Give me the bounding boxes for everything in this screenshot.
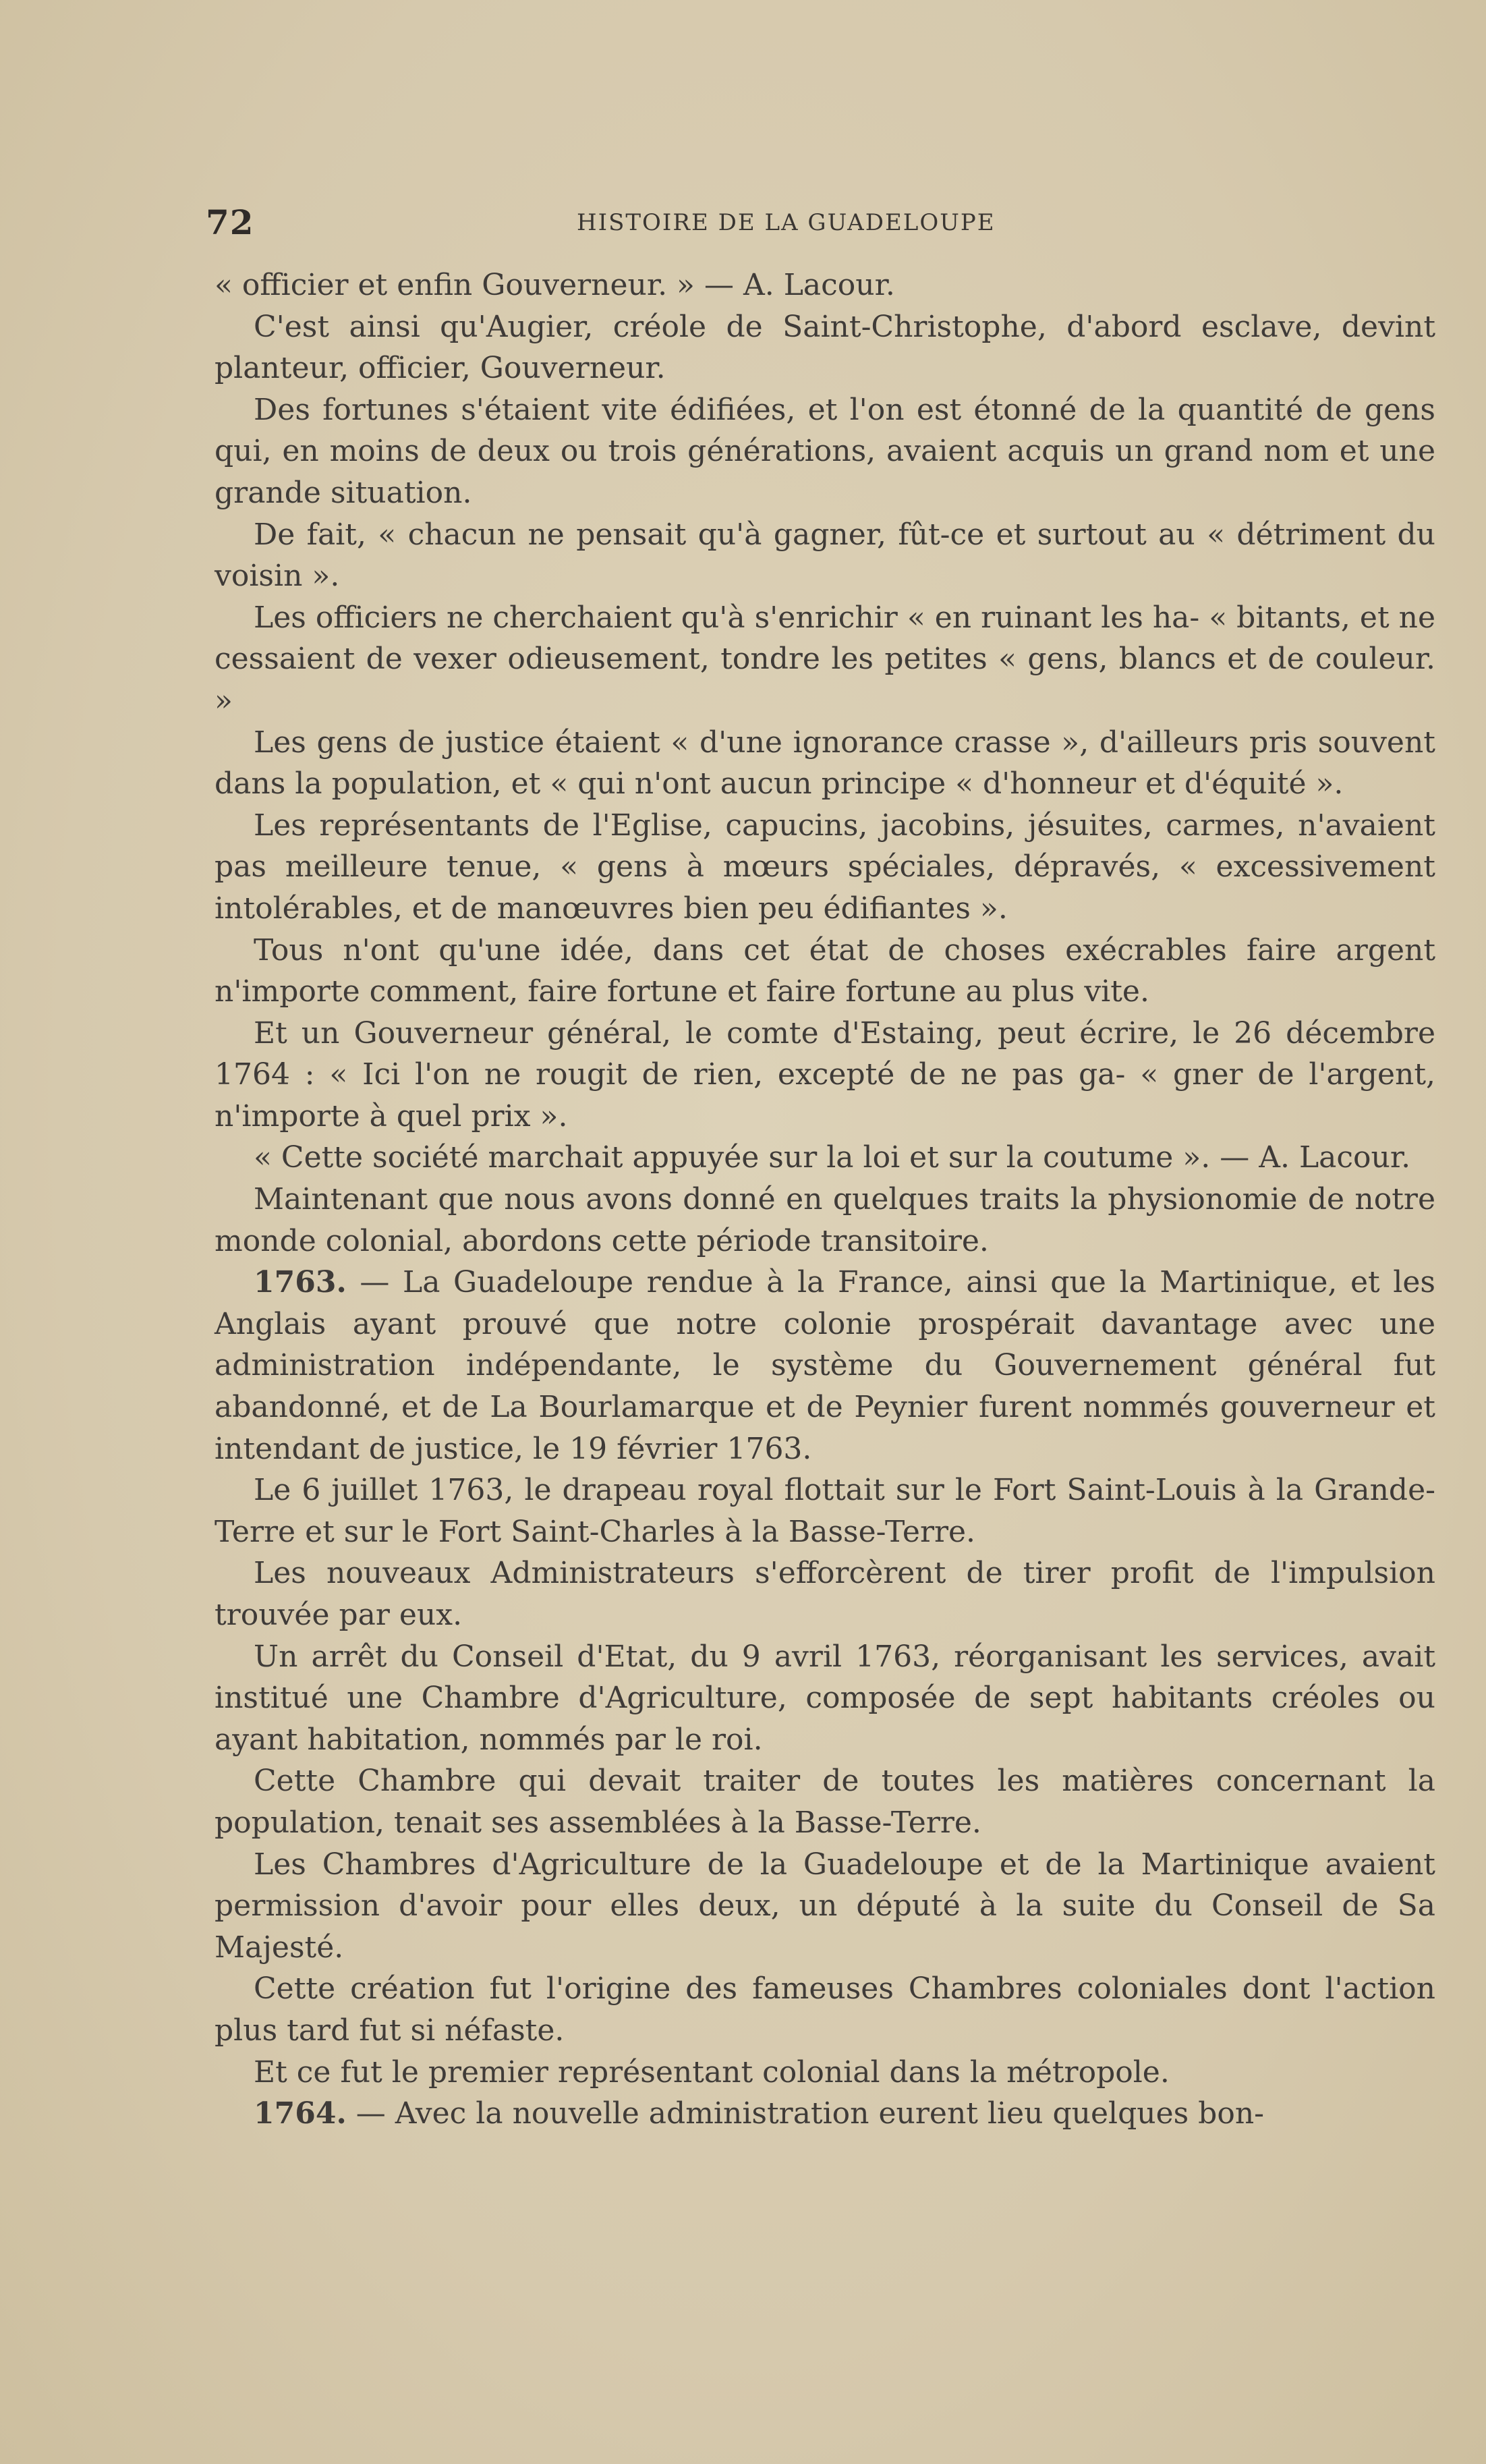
year-label: 1764.	[254, 2096, 347, 2131]
paragraph: « Cette société marchait appuyée sur la loi et sur la coutume ». — A. Lacour.	[254, 1140, 1411, 1175]
paragraph: Des fortunes s'étaient vite édifiées, et l'on est étonné de la quantité de gens qui, en moins de deux ou trois générations, avaient acquis un grand nom et une grande situation.	[215, 392, 1435, 510]
paragraph: Tous n'ont qu'une idée, dans cet état de choses exécrables faire argent n'importe comment, faire fortune et faire fortune au plus vite.	[215, 932, 1435, 1009]
paragraph-1763: 1763. — La Guadeloupe rendue à la France, ainsi que la Martinique, et les Anglais ayant prouvé que notre colonie prospérait davantage avec une administration indépendante, le système du Gouvernement général fut abandonné, et de La Bourlamarque et de Peynier furent nommés gouverneur et intendant de justice, le 19 février 1763.	[215, 1265, 1435, 1466]
paragraph: Maintenant que nous avons donné en quelques traits la physionomie de notre monde colonial, abordons cette période transitoire.	[215, 1182, 1435, 1258]
paragraph: Les officiers ne cherchaient qu'à s'enrichir « en ruinant les ha- « bitants, et ne cessaient de vexer odieusement, tondre les petites « gens, blancs et de couleur. »	[215, 600, 1435, 718]
paragraph: Les représentants de l'Eglise, capucins, jacobins, jésuites, carmes, n'avaient pas meilleure tenue, « gens à mœurs spéciales, dépravés, « excessivement intolérables, et de manœuvres bien peu édifiantes ».	[215, 808, 1435, 926]
paragraph: Et un Gouverneur général, le comte d'Estaing, peut écrire, le 26 décembre 1764 : « Ici l'on ne rougit de rien, excepté de ne pas ga- « gner de l'argent, n'importe à quel prix ».	[215, 1015, 1435, 1133]
year-label: 1763.	[254, 1265, 347, 1300]
paragraph: Les gens de justice étaient « d'une ignorance crasse », d'ailleurs pris souvent dans la population, et « qui n'ont aucun principe « d'honneur et d'équité ».	[215, 725, 1435, 802]
paragraph: De fait, « chacun ne pensait qu'à gagner, fût-ce et surtout au « détriment du voisin ».	[215, 517, 1435, 594]
paragraph: « officier et enfin Gouverneur. » — A. Lacour.	[215, 268, 895, 302]
running-title: HISTOIRE DE LA GUADELOUPE	[577, 209, 996, 236]
page-number: 72	[206, 202, 254, 242]
body-text	[215, 264, 1435, 2135]
paragraph: Cette création fut l'origine des fameuses Chambres coloniales dont l'action plus tard fut si néfaste.	[215, 1971, 1435, 2048]
paragraph: C'est ainsi qu'Augier, créole de Saint-Christophe, d'abord esclave, devint planteur, officier, Gouverneur.	[215, 309, 1435, 386]
paragraph: Les Chambres d'Agriculture de la Guadeloupe et de la Martinique avaient permission d'avoir pour elles deux, un député à la suite du Conseil de Sa Majesté.	[215, 1847, 1435, 1965]
paragraph: Et ce fut le premier représentant colonial dans la métropole.	[254, 2054, 1170, 2090]
paragraph: Un arrêt du Conseil d'Etat, du 9 avril 1763, réorganisant les services, avait institué une Chambre d'Agriculture, composée de sept habitants créoles ou ayant habitation, nommés par le roi.	[215, 1639, 1435, 1757]
paragraph: Cette Chambre qui devait traiter de toutes les matières concernant la population, tenait ses assemblées à la Basse-Terre.	[215, 1764, 1435, 1840]
page-header	[206, 202, 1433, 243]
paragraph: Les nouveaux Administrateurs s'efforcèrent de tirer profit de l'impulsion trouvée par eux.	[215, 1556, 1435, 1632]
paragraph-1764: 1764. — Avec la nouvelle administration eurent lieu quelques bon-	[254, 2096, 1265, 2131]
paragraph: Le 6 juillet 1763, le drapeau royal flottait sur le Fort Saint-Louis à la Grande-Terre et sur le Fort Saint-Charles à la Basse-Terre.	[215, 1473, 1435, 1549]
